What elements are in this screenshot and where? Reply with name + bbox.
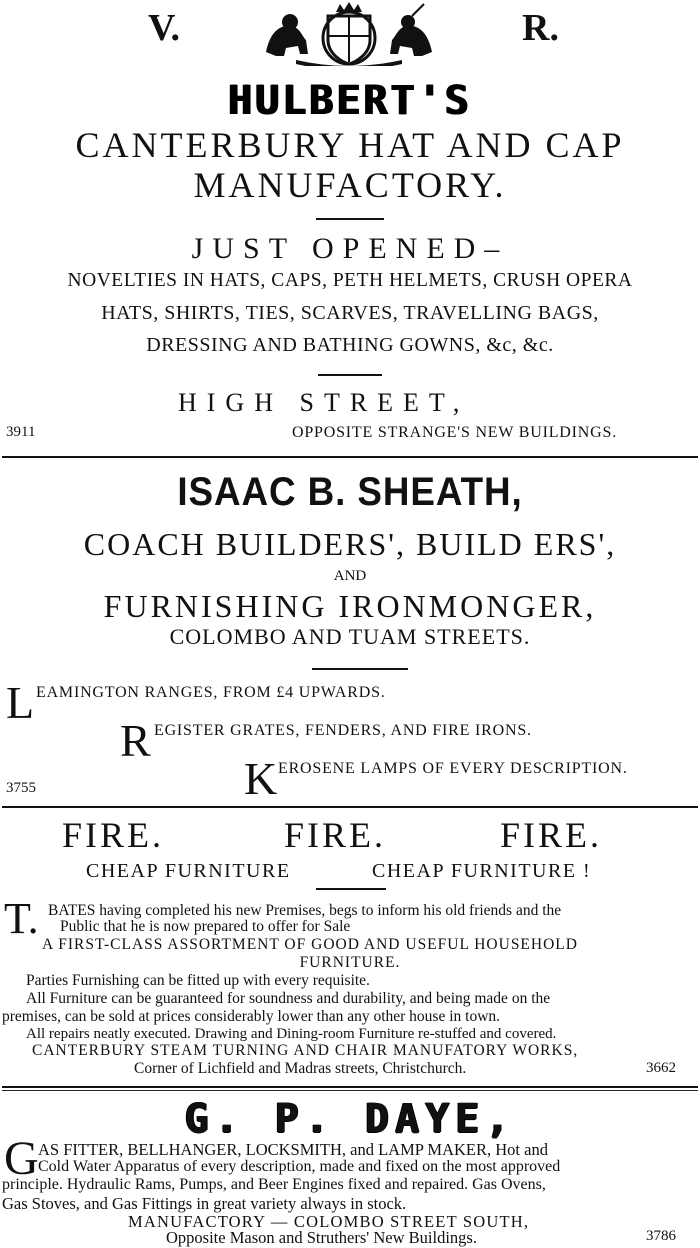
paragraph-line: Parties Furnishing can be fitted up with every requisite. (26, 972, 370, 989)
item-2: EGISTER GRATES, FENDERS, AND FIRE IRONS. (154, 722, 532, 739)
divider (318, 374, 382, 376)
paragraph-line: All Furniture can be guaranteed for soundness and durability, and being made on the (26, 990, 551, 1007)
paragraph-line: Corner of Lichfield and Madras streets, Christchurch. (134, 1060, 467, 1077)
paragraph-line: FURNITURE. (299, 954, 401, 971)
cheap-furniture-1: CHEAP FURNITURE (86, 860, 291, 882)
fire-heading-1: FIRE. (62, 815, 165, 855)
goods-line-3: DRESSING AND BATHING GOWNS, &c, &c. (146, 334, 554, 356)
business-name: HULBERT'S (228, 78, 472, 124)
business-name: G. P. DAYE, (184, 1096, 516, 1142)
fire-heading-3: FIRE. (500, 815, 603, 855)
paragraph-line: All repairs neatly executed. Drawing and Dining-room Furniture re-stuffed and covered. (26, 1026, 557, 1042)
initial-r: R. (522, 7, 559, 49)
address-line: OPPOSITE STRANGE'S NEW BUILDINGS. (292, 424, 618, 441)
column-rule (2, 806, 698, 808)
royal-crest-icon (256, 2, 442, 66)
advert-ref-number: 3911 (6, 424, 36, 440)
cheap-furniture-2: CHEAP FURNITURE ! (372, 860, 592, 882)
paragraph-line: Opposite Mason and Struthers' New Buildings. (166, 1228, 477, 1247)
address-line: COLOMBO AND TUAM STREETS. (169, 624, 531, 649)
advert-ref-number: 3755 (6, 780, 36, 796)
paragraph-line: principle. Hydraulic Rams, Pumps, and Beer Engines fixed and repaired. Gas Ovens, (2, 1176, 546, 1193)
paragraph-line: Gas Stoves, and Gas Fittings in great variety always in stock. (2, 1194, 407, 1213)
business-name: ISAAC B. SHEATH, (177, 470, 523, 514)
paragraph-line: A FIRST-CLASS ASSORTMENT OF GOOD AND USEFUL HOUSEHOLD (42, 936, 578, 953)
divider (316, 218, 384, 220)
goods-line-1: NOVELTIES IN HATS, CAPS, PETH HELMETS, CRUSH OPERA (67, 270, 633, 291)
divider (316, 888, 386, 890)
trade-line-2: FURNISHING IRONMONGER, (103, 588, 597, 624)
drop-cap: R (120, 715, 151, 766)
drop-cap: G (4, 1132, 39, 1185)
advert-ref-number: 3786 (646, 1228, 676, 1244)
drop-cap: L (6, 677, 35, 728)
goods-line-2: HATS, SHIRTS, TIES, SCARVES, TRAVELLING BAGS, (101, 302, 599, 324)
divider (312, 668, 408, 670)
trade-line-1: COACH BUILDERS', BUILD ERS', (83, 526, 617, 562)
advert-ref-number: 3662 (646, 1060, 676, 1076)
drop-cap: K (244, 753, 278, 804)
paragraph-line: CANTERBURY STEAM TURNING AND CHAIR MANUFATORY WORKS, (32, 1042, 579, 1059)
column-rule (2, 456, 698, 458)
street-heading: HIGH STREET, (178, 388, 470, 417)
paragraph-line: Public that he is now prepared to offer for Sale (60, 918, 351, 935)
paragraph-line: MANUFACTORY — COLOMBO STREET SOUTH, (128, 1212, 530, 1231)
paragraph-line: premises, can be sold at prices considerably lower than any other house in town. (2, 1008, 501, 1025)
item-1: EAMINGTON RANGES, FROM £4 UPWARDS. (36, 684, 386, 701)
title-line-1: CANTERBURY HAT AND CAP (75, 125, 625, 165)
and-word: AND (333, 568, 367, 584)
item-3: EROSENE LAMPS OF EVERY DESCRIPTION. (278, 760, 628, 777)
title-line-2: MANUFACTORY. (193, 165, 507, 205)
fire-heading-2: FIRE. (284, 815, 387, 855)
paragraph-line: AS FITTER, BELLHANGER, LOCKSMITH, and LAMP MAKER, Hot and (38, 1140, 548, 1159)
paragraph-line: Cold Water Apparatus of every description, made and fixed on the most approved (38, 1158, 561, 1175)
just-opened-heading: JUST OPENED– (191, 232, 509, 265)
drop-cap: T. (4, 894, 39, 943)
paragraph-line: BATES having completed his new Premises, begs to inform his old friends and the (48, 902, 562, 919)
initial-v: V. (148, 7, 181, 49)
column-rule (2, 1086, 698, 1088)
column-rule (2, 1090, 698, 1091)
